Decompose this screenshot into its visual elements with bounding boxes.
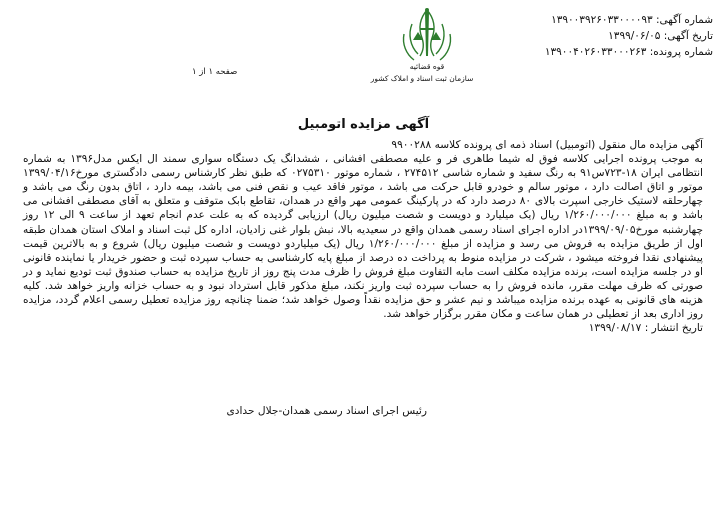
case-number: ۱۳۹۰۰۴۰۲۶۰۳۳۰۰۰۲۶۳ (544, 46, 647, 58)
ad-date-label: تاریخ آگهی: (663, 30, 713, 42)
announcement-body (23, 138, 703, 335)
ad-date-row (545, 28, 713, 44)
publish-date: تاریخ انتشار : ۱۳۹۹/۰۸/۱۷ (588, 322, 703, 335)
judiciary-emblem-icon (382, 4, 472, 84)
ad-date: ۱۳۹۹/۰۶/۰۵ (608, 30, 661, 42)
announcement-subject: آگهی مزایده مال منقول (اتومبیل) اسناد ذمه ای پرونده کلاسه ۹۹۰۰۲۸۸ (391, 139, 703, 151)
ad-number-label: شماره آگهی: (655, 14, 713, 26)
case-number-label: شماره پرونده: (649, 46, 713, 58)
emblem-org-line1: قوه قضائیه (409, 62, 445, 71)
announcement-paragraph: به موجب پرونده اجرایی کلاسه فوق له شیما طاهری فر و علیه مصطفی افشانی ، ششدانگ یک دستگاه سواری سمند ال ایکس مدل۱۳۹۶ به شماره انتظامی ایران ۱۸-۷۲۳س۹۱ به رنگ سفید و شماره شاسی ۲۷۴۵۱۲ ، شماره موتور ۰۲۷۵۳۱۰ که طبق نظر کارشناس رسمی دادگستری مورخ۱۳۹۹/۰۴/۱۶ موتور و اتاق اصالت دارد ، موتور سالم و خودرو قابل حرکت می باشد ، موتور فاقد عیب و نقص فنی می باشد، بیمه دارد ، اتاق بدون رنگ می باشد و چهارحلقه لاستیک خارجی اسپرت بالای ۸۰ درصد دارد که در پارکینگ عمومی مهر واقع در همدان، تقاطع بابک متوقف و متعلق به آقای مصطفی افشانی می باشد و به مبلغ ۱/۲۶۰/۰۰۰/۰۰۰ ریال (یک میلیارد و دویست و شصت میلیون ریال) ارزیابی گردیده که به علت عدم انجام تعهد از ساعت ۹ الی ۱۲ روز چهارشنبه مورخ۱۳۹۹/۰۹/۰۵در اداره اجرای اسناد رسمی همدان واقع در سعیدیه بالا، نبش بلوار غنی زادیان، اداره کل ثبت اسناد و املاک استان همدان طبقه اول از طریق مزایده به فروش می رسد و مزایده از مبلغ ۱/۲۶۰/۰۰۰/۰۰۰ ریال (یک میلیاردو دویست و شصت میلیون ریال) شروع و به بالاترین قیمت پیشنهادی نقدا فروخته میشود ، شرکت در مزایده منوط به پرداخت ده درصد از مبلغ پایه کارشناسی به حساب سپرده ثبت و حضور خریدار یا نماینده قانونی او در جلسه مزایده است، برنده مزایده مکلف است مابه التفاوت مبلغ فروش را ظرف مدت پنج روز از تاریخ مزایده به حساب صندوق ثبت تودیع نماید و در صورتی که ظرف مهلت مقرر، مانده فروش را به حساب سپرده ثبت واریز نکند، مبلغ مذکور قابل استرداد نبود و به حساب خزانه واریز خواهد شد. کلیه هزینه های قانونی به عهده برنده مزایده میباشد و نیم عشر و حق مزایده نقداً وصول خواهد شد؛ ضمنا چنانچه روز مزایده تعطیل رسمی اعلام گردد، مزایده روز اداری بعد از تعطیلی در همان ساعت و مکان مقرر برگزار خواهد شد. (23, 153, 703, 321)
signature-line: رئیس اجرای اسناد رسمی همدان-جلال حدادی (226, 405, 427, 417)
emblem-org-line2: سازمان ثبت اسناد و املاک کشور (370, 74, 474, 83)
ad-metadata (545, 12, 713, 60)
ad-number-row (545, 12, 713, 28)
case-number-row (545, 44, 713, 60)
page-number: صفحه ۱ از ۱ (192, 67, 238, 77)
page-title: آگهی مزایده اتومبیل (297, 117, 430, 132)
ad-number: ۱۳۹۰۰۳۹۲۶۰۳۳۰۰۰۰۹۳ (551, 14, 653, 26)
